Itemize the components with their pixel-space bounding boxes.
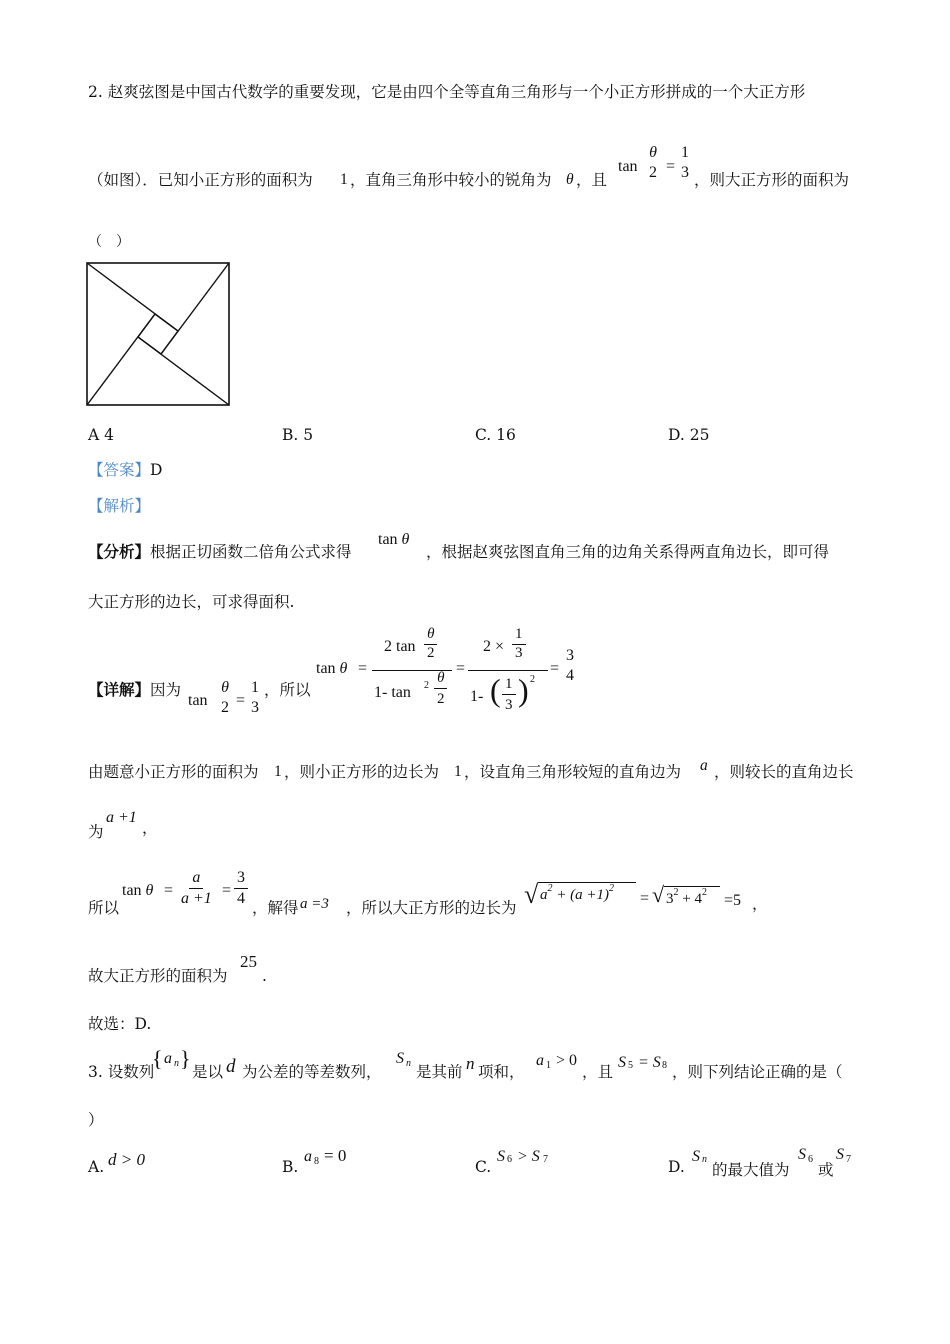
q2-text: （如图）．已知小正方形的面积为 — [88, 171, 313, 189]
fenxi-label: 【分析】 — [88, 542, 151, 561]
answer-value: D — [150, 461, 163, 479]
q3-option-c[interactable]: C. S 6 > S 7 — [475, 1148, 548, 1176]
q2-text: ，所以 — [264, 681, 311, 699]
q2-frac-theta-2: $\frac{\theta}{2}$ — [424, 624, 438, 661]
q2-eq: = — [666, 158, 676, 175]
q2-option-d[interactable]: D. 25 — [668, 426, 710, 444]
q2-tan-theta: tan θ — [378, 531, 410, 548]
q2-paren: （ ） — [88, 234, 130, 250]
q3-option-a[interactable]: A. d > 0 — [88, 1150, 145, 1176]
q2-frac-1-3: 1 3 — [251, 679, 259, 716]
q2-stem-line1: 2. 赵爽弦图是中国古代数学的重要发现，它是由四个全等直角三角形与一个小正方形拼成的一个大正方形 — [88, 83, 806, 101]
q3-option-d[interactable]: D. S n 的最大值为 S 6 或 S 7 — [668, 1146, 851, 1179]
zhao-shuang-diagram — [86, 262, 232, 408]
q2-frac-theta-2: $\frac{\theta}{2}$ — [434, 668, 448, 709]
q2-text: ，直角三角形中较小的锐角为 — [350, 171, 552, 189]
q2-text: ，且 — [576, 171, 608, 189]
q2-eq: = — [456, 660, 466, 677]
q2-option-b[interactable]: B. 5 — [282, 426, 314, 444]
detail-label: 【详解】 — [88, 680, 151, 699]
q2-frac-3-4: 3 4 — [566, 647, 574, 684]
q2-conclusion: 故选：D. — [88, 1015, 152, 1033]
q2-fraction-bar-2 — [468, 670, 548, 671]
q2-one: 1 — [340, 171, 348, 188]
q2-tan: tan — [188, 692, 208, 709]
q2-eq: = — [358, 660, 368, 677]
q3-stem-line2: ） — [88, 1111, 104, 1129]
q2-option-c[interactable]: C. 16 — [475, 426, 516, 444]
q2-option-a[interactable]: A 4 — [88, 426, 114, 444]
q2-eq: = — [550, 660, 560, 677]
q2-text: ，则大正方形的面积为 — [694, 171, 850, 189]
q2-frac-theta-2: θ 2 — [221, 679, 229, 716]
q2-text: 根据正切函数二倍角公式求得 — [150, 543, 352, 561]
q2-eq: = — [236, 692, 246, 709]
q2-frac-1-3: $\frac{1}{3}$ — [502, 674, 516, 715]
q2-tan-theta: tan θ — [316, 660, 348, 677]
q2-frac-a-a1: $\frac{a}{a +1}$ — [181, 869, 212, 907]
q3-option-b[interactable]: B. a 8 = 0 — [282, 1146, 347, 1176]
q2-num1: 2 tan — [384, 638, 416, 655]
q2-tan: tan — [618, 158, 638, 175]
q2-answer — [88, 460, 162, 480]
sqrt-expr-1: $a^2 + (a +1)^2$ — [538, 882, 636, 903]
q3-stem-line1: 3. 设数列 { a n } 是以 d 为公差的等差数列， S n 是其前 n 项和， a 1 > 0 ，且 S 5 = S 8 ，则下列结论正确的是（ — [88, 1046, 843, 1081]
q2-num2: 2 × — [483, 638, 505, 655]
q2-para3: 所以 tan θ = $\frac{a}{a +1}$ = $\frac{3}{4}$ ，解得 a =3 ，所以大正方形的边长为 √ $a^2 + (a +1)^2$ = √ $3^2 + 4^2$ =5 ， — [88, 869, 768, 917]
q2-theta: θ — [566, 171, 574, 188]
analysis-label: 【解析】 — [88, 497, 151, 515]
q2-den2: 1- — [470, 688, 484, 705]
sqrt-expr-2: $3^2 + 4^2$ — [664, 886, 720, 908]
answer-label: 【答案】 — [88, 461, 151, 479]
q2-detail: 【详解】因为 tan θ 2 = 1 3 ，所以 tan θ = 2 tan $\frac{\theta}{2}$ 1- tan 2 $\frac{\theta}{2}$ = 2 × $\frac{1}{3}$ 1- ( $\frac{1}{3}$ ) 2 = 3 4 — [88, 620, 648, 730]
q2-fenxi-line2: 大正方形的边长，可求得面积. — [88, 593, 295, 611]
q2-text: ，根据赵爽弦图直角三角的边角关系得两直角边长，即可得 — [426, 543, 830, 561]
q2-frac-1-3: 1 3 — [681, 144, 689, 181]
q2-den1: 1- tan — [374, 684, 411, 701]
q2-text: 因为 — [150, 681, 182, 699]
q2-frac-1-3: $\frac{1}{3}$ — [512, 624, 526, 661]
q2-frac-theta-2: θ 2 — [649, 144, 657, 181]
q2-frac-3-4: $\frac{3}{4}$ — [234, 868, 248, 909]
